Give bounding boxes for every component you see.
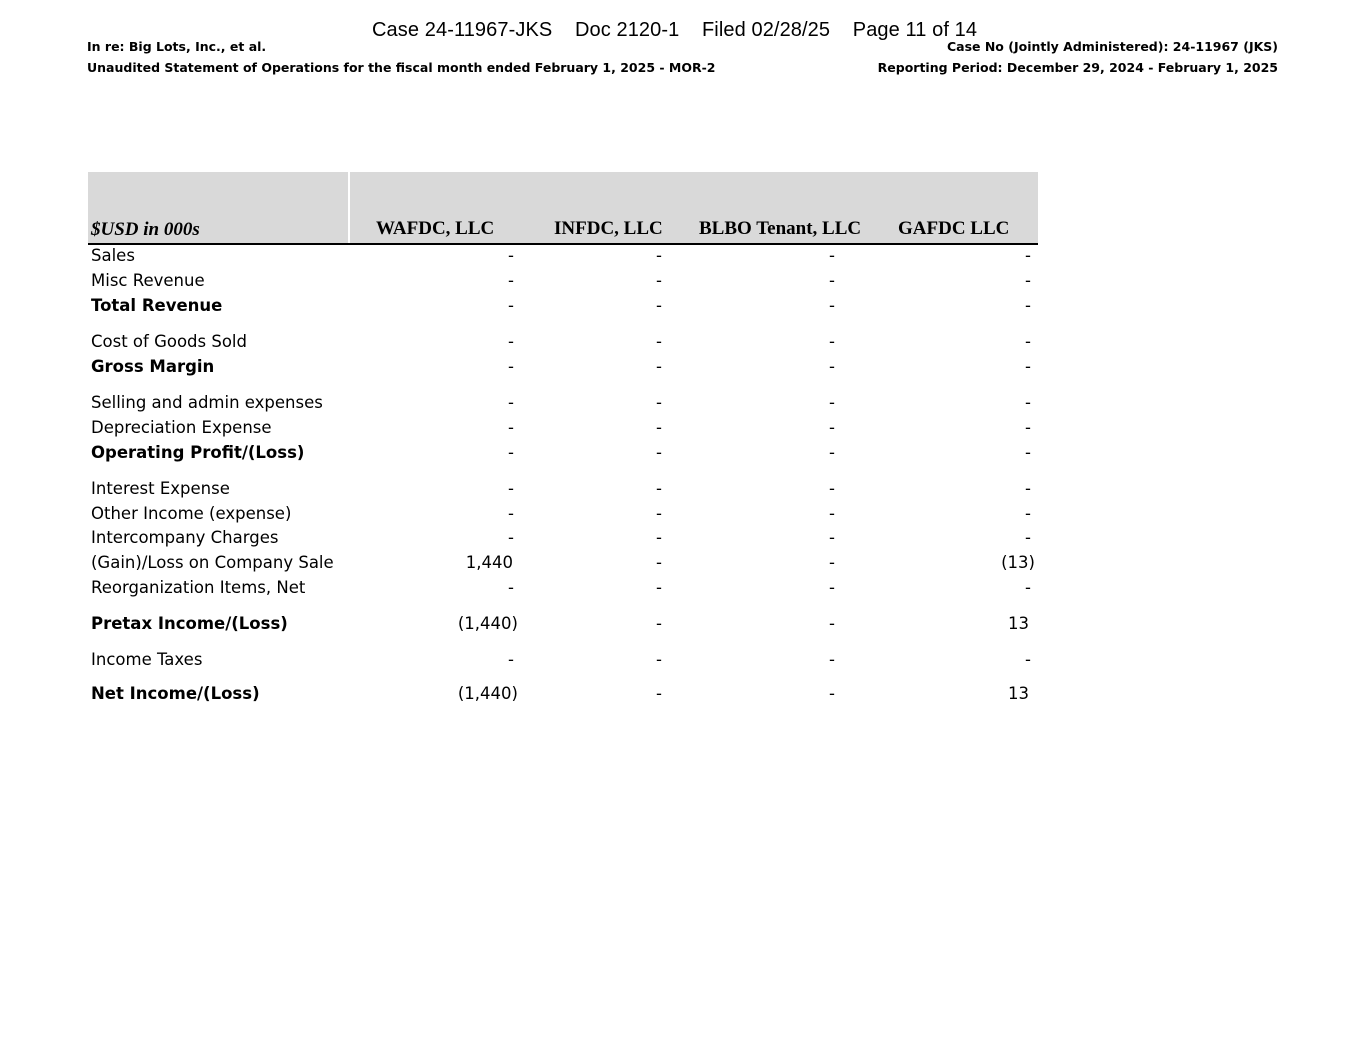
case-number: Case No (Jointly Administered): 24-11967 (JKS)	[946, 39, 1278, 54]
cell-blbo-tenant: -	[829, 504, 835, 523]
cell-gafdc: -	[1025, 443, 1031, 462]
reporting-period: Reporting Period: December 29, 2024 - February 1, 2025	[877, 60, 1278, 75]
row-label: Income Taxes	[91, 650, 203, 669]
row-selling-admin-expenses	[0, 393, 1365, 417]
cell-infdc: -	[656, 393, 662, 412]
cell-infdc: -	[656, 332, 662, 351]
row-operating-profit	[0, 443, 1365, 467]
cell-gafdc: -	[1025, 357, 1031, 376]
cell-infdc: -	[656, 246, 662, 265]
cell-blbo-tenant: -	[829, 271, 835, 290]
cell-infdc: -	[656, 553, 662, 572]
row-label: Cost of Goods Sold	[91, 332, 247, 351]
cell-wafdc: -	[508, 443, 514, 462]
cell-gafdc: -	[1025, 296, 1031, 315]
cell-wafdc: -	[508, 504, 514, 523]
row-cost-of-goods-sold	[0, 332, 1365, 356]
row-label: Interest Expense	[91, 479, 230, 498]
row-label: Misc Revenue	[91, 271, 205, 290]
row-label: Total Revenue	[91, 296, 223, 315]
cell-wafdc: -	[508, 332, 514, 351]
cell-infdc: -	[656, 684, 662, 703]
row-label: Pretax Income/(Loss)	[91, 614, 288, 633]
cell-gafdc: -	[1025, 504, 1031, 523]
cell-wafdc: -	[508, 296, 514, 315]
unit-label: $USD in 000s	[91, 219, 200, 240]
cell-gafdc: -	[1025, 479, 1031, 498]
cell-gafdc: -	[1025, 271, 1031, 290]
cell-gafdc: -	[1025, 418, 1031, 437]
row-interest-expense	[0, 479, 1365, 503]
cell-infdc: -	[656, 614, 662, 633]
cell-gafdc: 13	[1008, 684, 1029, 703]
row-label: (Gain)/Loss on Company Sale	[91, 553, 334, 572]
cell-blbo-tenant: -	[829, 578, 835, 597]
cell-wafdc: -	[508, 650, 514, 669]
cell-wafdc: -	[508, 578, 514, 597]
cell-wafdc: -	[508, 479, 514, 498]
cell-gafdc: 13	[1008, 614, 1029, 633]
cell-wafdc: (1,440)	[457, 614, 518, 633]
cell-blbo-tenant: -	[829, 332, 835, 351]
row-reorganization-items	[0, 578, 1365, 602]
cell-infdc: -	[656, 479, 662, 498]
cell-blbo-tenant: -	[829, 246, 835, 265]
cell-infdc: -	[656, 357, 662, 376]
cell-gafdc: -	[1025, 528, 1031, 547]
row-total-revenue	[0, 296, 1365, 320]
cell-infdc: -	[656, 418, 662, 437]
table-header-divider	[348, 172, 350, 243]
cell-wafdc: -	[508, 357, 514, 376]
row-gain-loss-company-sale	[0, 553, 1365, 577]
cell-gafdc: -	[1025, 246, 1031, 265]
cell-blbo-tenant: -	[829, 614, 835, 633]
row-intercompany-charges	[0, 528, 1365, 552]
row-label: Gross Margin	[91, 357, 215, 376]
cell-infdc: -	[656, 528, 662, 547]
cell-infdc: -	[656, 504, 662, 523]
cell-gafdc: (13)	[1001, 553, 1035, 572]
row-label: Sales	[91, 246, 135, 265]
cell-blbo-tenant: -	[829, 296, 835, 315]
cell-blbo-tenant: -	[829, 650, 835, 669]
cell-gafdc: -	[1025, 578, 1031, 597]
column-header-blbo-tenant: BLBO Tenant, LLC	[699, 218, 862, 239]
statement-title: Unaudited Statement of Operations for the fiscal month ended February 1, 2025 - MOR-2	[87, 60, 716, 75]
row-gross-margin	[0, 357, 1365, 381]
row-misc-revenue	[0, 271, 1365, 295]
row-net-income	[0, 684, 1365, 708]
row-label: Reorganization Items, Net	[91, 578, 306, 597]
cell-blbo-tenant: -	[829, 553, 835, 572]
row-sales	[0, 246, 1365, 270]
cell-infdc: -	[656, 271, 662, 290]
row-label: Selling and admin expenses	[91, 393, 323, 412]
cell-wafdc: -	[508, 418, 514, 437]
cell-infdc: -	[656, 443, 662, 462]
cell-infdc: -	[656, 578, 662, 597]
cell-blbo-tenant: -	[829, 684, 835, 703]
row-label: Net Income/(Loss)	[91, 684, 260, 703]
row-pretax-income	[0, 614, 1365, 638]
cell-wafdc: (1,440)	[457, 684, 518, 703]
case-caption: In re: Big Lots, Inc., et al.	[87, 39, 267, 54]
row-other-income	[0, 504, 1365, 528]
cell-blbo-tenant: -	[829, 418, 835, 437]
row-label: Other Income (expense)	[91, 504, 292, 523]
cell-infdc: -	[656, 650, 662, 669]
row-label: Depreciation Expense	[91, 418, 272, 437]
court-filing-stamp: Case 24-11967-JKS Doc 2120-1 Filed 02/28/25 Page 11 of 14	[372, 19, 978, 41]
cell-gafdc: -	[1025, 650, 1031, 669]
cell-gafdc: -	[1025, 393, 1031, 412]
cell-wafdc: -	[508, 271, 514, 290]
row-label: Operating Profit/(Loss)	[91, 443, 305, 462]
column-header-wafdc: WAFDC, LLC	[376, 218, 495, 239]
cell-wafdc: 1,440	[465, 553, 513, 572]
cell-blbo-tenant: -	[829, 393, 835, 412]
column-header-gafdc: GAFDC LLC	[898, 218, 1010, 239]
cell-wafdc: -	[508, 246, 514, 265]
column-header-infdc: INFDC, LLC	[554, 218, 663, 239]
cell-blbo-tenant: -	[829, 443, 835, 462]
row-label: Intercompany Charges	[91, 528, 279, 547]
cell-blbo-tenant: -	[829, 357, 835, 376]
row-income-taxes	[0, 650, 1365, 674]
cell-wafdc: -	[508, 393, 514, 412]
cell-blbo-tenant: -	[829, 479, 835, 498]
cell-gafdc: -	[1025, 332, 1031, 351]
cell-infdc: -	[656, 296, 662, 315]
cell-wafdc: -	[508, 528, 514, 547]
row-depreciation-expense	[0, 418, 1365, 442]
cell-blbo-tenant: -	[829, 528, 835, 547]
